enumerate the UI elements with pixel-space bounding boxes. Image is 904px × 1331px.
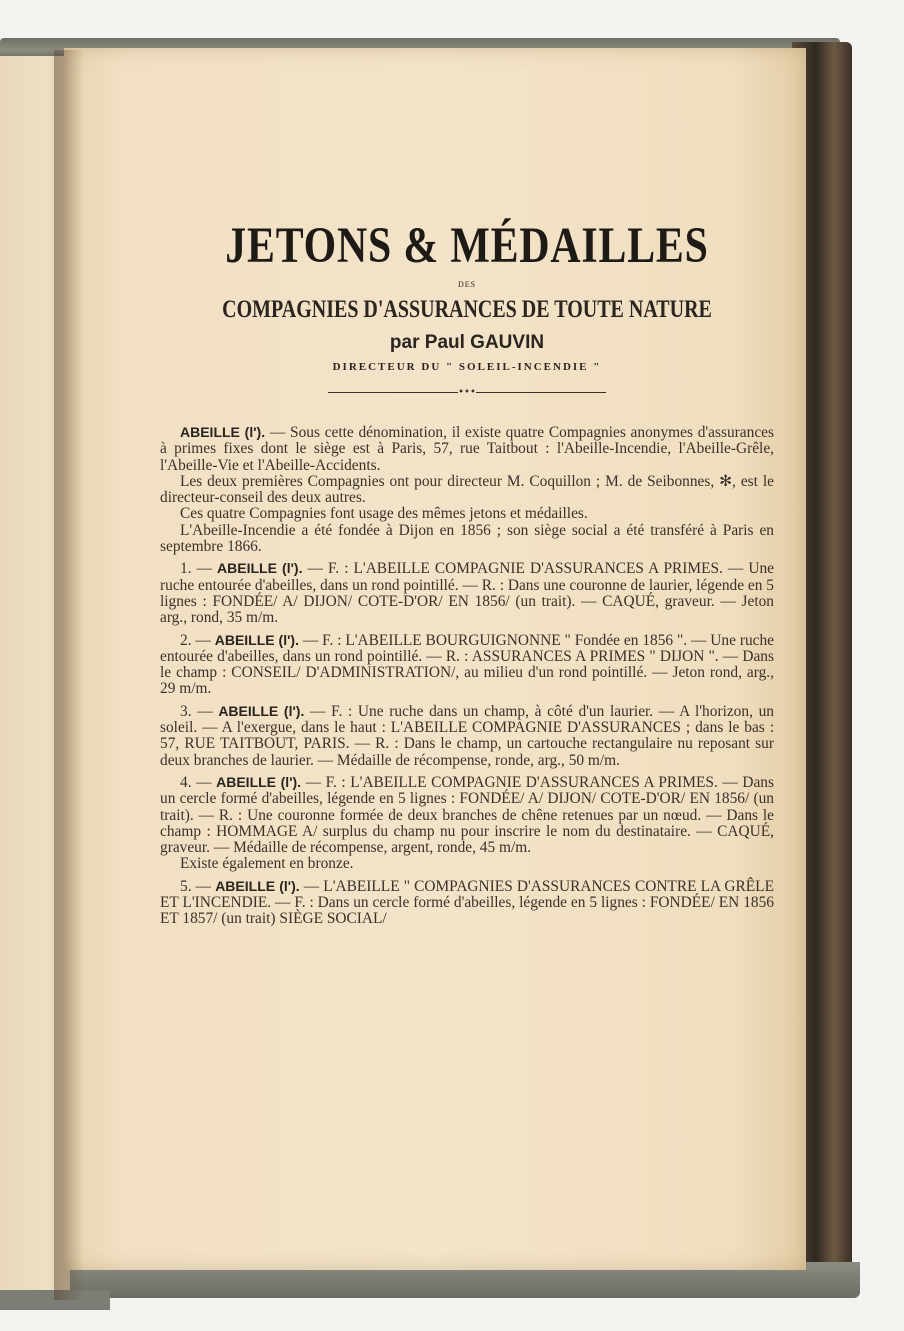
entry-4 [160, 774, 774, 856]
intro-paragraph-3: Ces quatre Compagnies font usage des mêmes jetons et médailles. [180, 505, 588, 523]
entry-5 [160, 878, 774, 928]
author-role: DIRECTEUR DU " SOLEIL-INCENDIE " [332, 361, 602, 373]
ornament-divider: ••• [160, 387, 774, 398]
entry-text: — F. : L'ABEILLE BOURGUIGNONNE " Fondée en 1856 ". — Une ruche entourée d'abeilles, dans un rond pointillé. — R. : ASSURANCES A PRIMES " DIJON ". — Dans le champ : CONSEIL/ D'ADMINISTRATION/, au milieu d'un rond pointillé. — Jeton rond, arg., 29 m/m. [160, 631, 774, 698]
entry-number: 2. — [180, 631, 211, 649]
page-content [160, 216, 774, 928]
des-label: DES [457, 280, 477, 289]
entry-number: 4. — [180, 773, 212, 791]
body-text [160, 424, 774, 928]
intro-text: — Sous cette dénomination, il existe quatre Compagnies anonymes d'assurances à primes fixes dont le siège est à Paris, 57, rue Taitbout : l'Abeille-Incendie, l'Abeille-Grêle, l'Abeille-Vie et l'Abeille-Accidents. [160, 424, 774, 474]
author-line: par Paul GAUVIN [389, 332, 545, 353]
entry-text: — F. : L'ABEILLE COMPAGNIE D'ASSURANCES A PRIMES. — Une ruche entourée d'abeilles, dans un rond pointillé. — R. : Dans une couronne de laurier, légende en 5 lignes : FONDÉE/ A/ DIJON/ COTE-D'OR/ EN 1856/ (un trait). — CAQUÉ, graveur. — Jeton arg., rond, 35 m/m. [160, 560, 775, 627]
entry-keyword: ABEILLE (l'). [214, 631, 299, 648]
entry-3 [160, 703, 774, 769]
entry-number: 1. — [180, 560, 212, 578]
entry-4-extra: Existe également en bronze. [180, 855, 354, 873]
intro-keyword: ABEILLE (l'). [180, 424, 266, 440]
entry-number: 3. — [180, 702, 213, 720]
intro-paragraph [160, 424, 774, 474]
right-page [64, 48, 806, 1270]
entry-keyword: ABEILLE (l'). [217, 560, 303, 577]
entry-keyword: ABEILLE (l'). [215, 877, 300, 894]
entry-text: — F. : L'ABEILLE COMPAGNIE D'ASSURANCES A PRIMES. — Dans un cercle formé d'abeilles, légende en 5 lignes : FONDÉE/ A/ DIJON/ COTE-D'OR/ EN 1856/ (un trait). — R. : Une couronne formée de deux branches de chêne retenues par un nœud. — Dans le champ : HOMMAGE A/ surplus du champ nu pour inscrire le nom du destinataire. — CAQUÉ, graveur. — Médaille de récompense, argent, ronde, 45 m/m. [160, 773, 774, 857]
document-title: JETONS & MÉDAILLES [225, 218, 709, 274]
entry-number: 5. — [180, 877, 212, 895]
intro-paragraph-4: L'Abeille-Incendie a été fondée à Dijon en 1856 ; son siège social a été transféré à Paris en septembre 1866. [160, 521, 774, 556]
entry-text: — F. : Une ruche dans un champ, à côté d'un laurier. — A l'horizon, un soleil. — A l'exergue, dans le haut : L'ABEILLE COMPAGNIE D'ASSURANCES ; dans le bas : 57, RUE TAITBOUT, PARIS. — R. : Dans le champ, un cartouche rectangulaire nu reposant sur deux branches de laurier. — Médaille de récompense, ronde, arg., 50 m/m. [160, 702, 774, 769]
entry-1 [160, 560, 774, 626]
entry-2 [160, 632, 774, 698]
entry-keyword: ABEILLE (l'). [216, 773, 302, 790]
intro-paragraph-2: Les deux premières Compagnies ont pour directeur M. Coquillon ; M. de Seibonnes, ✻, est le directeur-conseil des deux autres. [160, 472, 774, 507]
document-subtitle: COMPAGNIES D'ASSURANCES DE TOUTE NATURE [222, 296, 712, 323]
spine-shadow [54, 50, 84, 1300]
entry-keyword: ABEILLE (l'). [218, 702, 305, 719]
entry-text: — L'ABEILLE " COMPAGNIES D'ASSURANCES CONTRE LA GRÊLE ET L'INCENDIE. — F. : Dans un cercle formé d'abeilles, légende en 5 lignes : FONDÉE/ EN 1856 ET 1857/ (un trait) SIÈGE SOCIAL/ [160, 877, 774, 928]
